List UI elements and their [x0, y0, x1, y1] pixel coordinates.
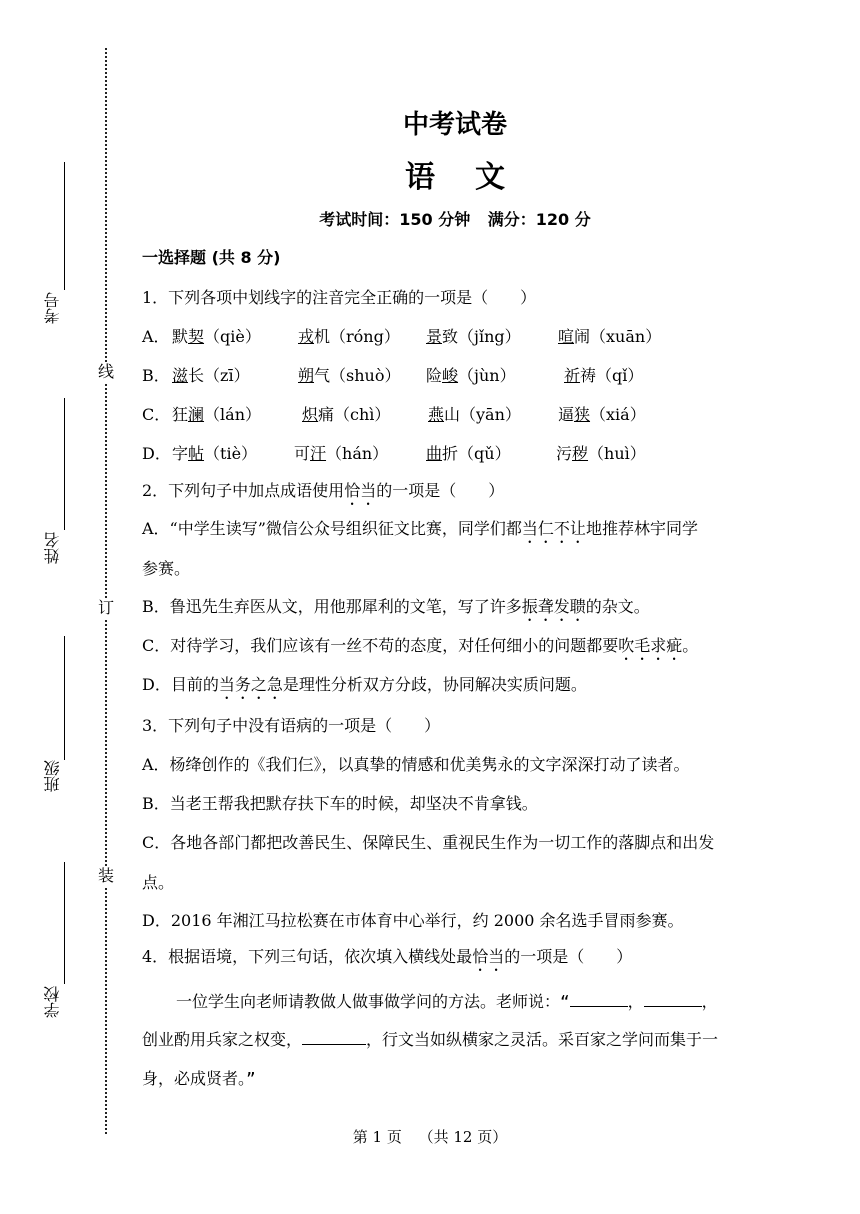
exam-title: 中考试卷 [402, 110, 507, 140]
class-line[interactable] [64, 636, 65, 760]
q2-option-b[interactable]: B．鲁迅先生弃医从文，用他那犀利的文笔，写了许多振聋发聩的杂文。 [142, 597, 650, 616]
binding-char-ding: 订 [97, 598, 114, 617]
exam-time: 考试时间：150 分钟 [319, 210, 471, 229]
exam-info [0, 207, 860, 230]
blank-3[interactable] [302, 1028, 366, 1045]
name-label: 姓名 [43, 532, 62, 564]
school-line[interactable] [64, 862, 65, 984]
q3-stem: 3．下列句子中没有语病的一项是（ ） [142, 716, 441, 735]
q4-passage-line3: 身，必成贤者。” [142, 1069, 256, 1088]
q2-option-d[interactable]: D．目前的当务之急是理性分析双方分歧，协同解决实质问题。 [142, 675, 587, 694]
blank-1[interactable] [570, 990, 628, 1007]
q1-option-d[interactable]: D． 字帖（tiè） 可汗（hán） 曲折（qǔ） 污秽（huì） [142, 444, 646, 463]
q2-option-a-cont: 参赛。 [142, 559, 191, 578]
page-number: 第 1 页 [352, 1128, 402, 1146]
page-total: （共 12 页） [418, 1128, 508, 1146]
q2-option-c[interactable]: C．对待学习，我们应该有一丝不苟的态度，对任何细小的问题都要吹毛求疵。 [142, 636, 699, 655]
binding-char-xian: 线 [97, 362, 114, 381]
subject-title: 语文 [405, 160, 545, 195]
q1-option-b[interactable]: B． 滋长（zī） 朔气（shuò） 险峻（jùn） 祈祷（qǐ） [142, 366, 644, 385]
q1-stem: 1．下列各项中划线字的注音完全正确的一项是（ ） [142, 288, 537, 307]
q2-stem: 2．下列句子中加点成语使用恰当的一项是（ ） [142, 481, 505, 500]
q3-option-c-cont: 点。 [142, 873, 175, 892]
section-heading: 一选择题 (共 8 分) [142, 248, 281, 267]
q4-passage-line1: 一位学生向老师请教做人做事做学问的方法。老师说：“ ， ， [176, 992, 718, 1011]
exam-number-label: 考号 [43, 292, 62, 324]
full-score: 满分：120 分 [487, 210, 591, 229]
q2-option-a[interactable]: A．“中学生读写”微信公众号组织征文比赛，同学们都当仁不让地推荐林宇同学 [142, 519, 698, 538]
q1-option-a[interactable]: A． 默契（qiè） 戎机（róng） 景致（jǐng） 喧闹（xuān） [142, 327, 662, 346]
q1-option-c[interactable]: C． 狂澜（lán） 炽痛（chì） 燕山（yān） 逼狭（xiá） [142, 405, 646, 424]
q3-option-c[interactable]: C．各地各部门都把改善民生、保障民生、重视民生作为一切工作的落脚点和出发 [142, 833, 715, 852]
binding-char-zhuang: 装 [97, 866, 114, 885]
q3-option-d[interactable]: D．2016 年湘江马拉松赛在市体育中心举行，约 2000 余名选手冒雨参赛。 [142, 911, 684, 930]
q4-passage-line2: 创业酌用兵家之权变， ，行文当如纵横家之灵活。采百家之学问而集于一 [142, 1030, 719, 1049]
class-label: 班级 [43, 760, 62, 792]
q4-stem: 4．根据语境，下列三句话，依次填入横线处最恰当的一项是（ ） [142, 947, 633, 966]
q3-option-a[interactable]: A．杨绛创作的《我们仨》，以真挚的情感和优美隽永的文字深深打动了读者。 [142, 755, 690, 774]
page-footer [0, 1126, 860, 1147]
blank-2[interactable] [644, 990, 702, 1007]
name-line[interactable] [64, 398, 65, 530]
q3-option-b[interactable]: B．当老王帮我把默存扶下车的时候，却坚决不肯拿钱。 [142, 794, 538, 813]
school-label: 学校 [43, 986, 62, 1018]
